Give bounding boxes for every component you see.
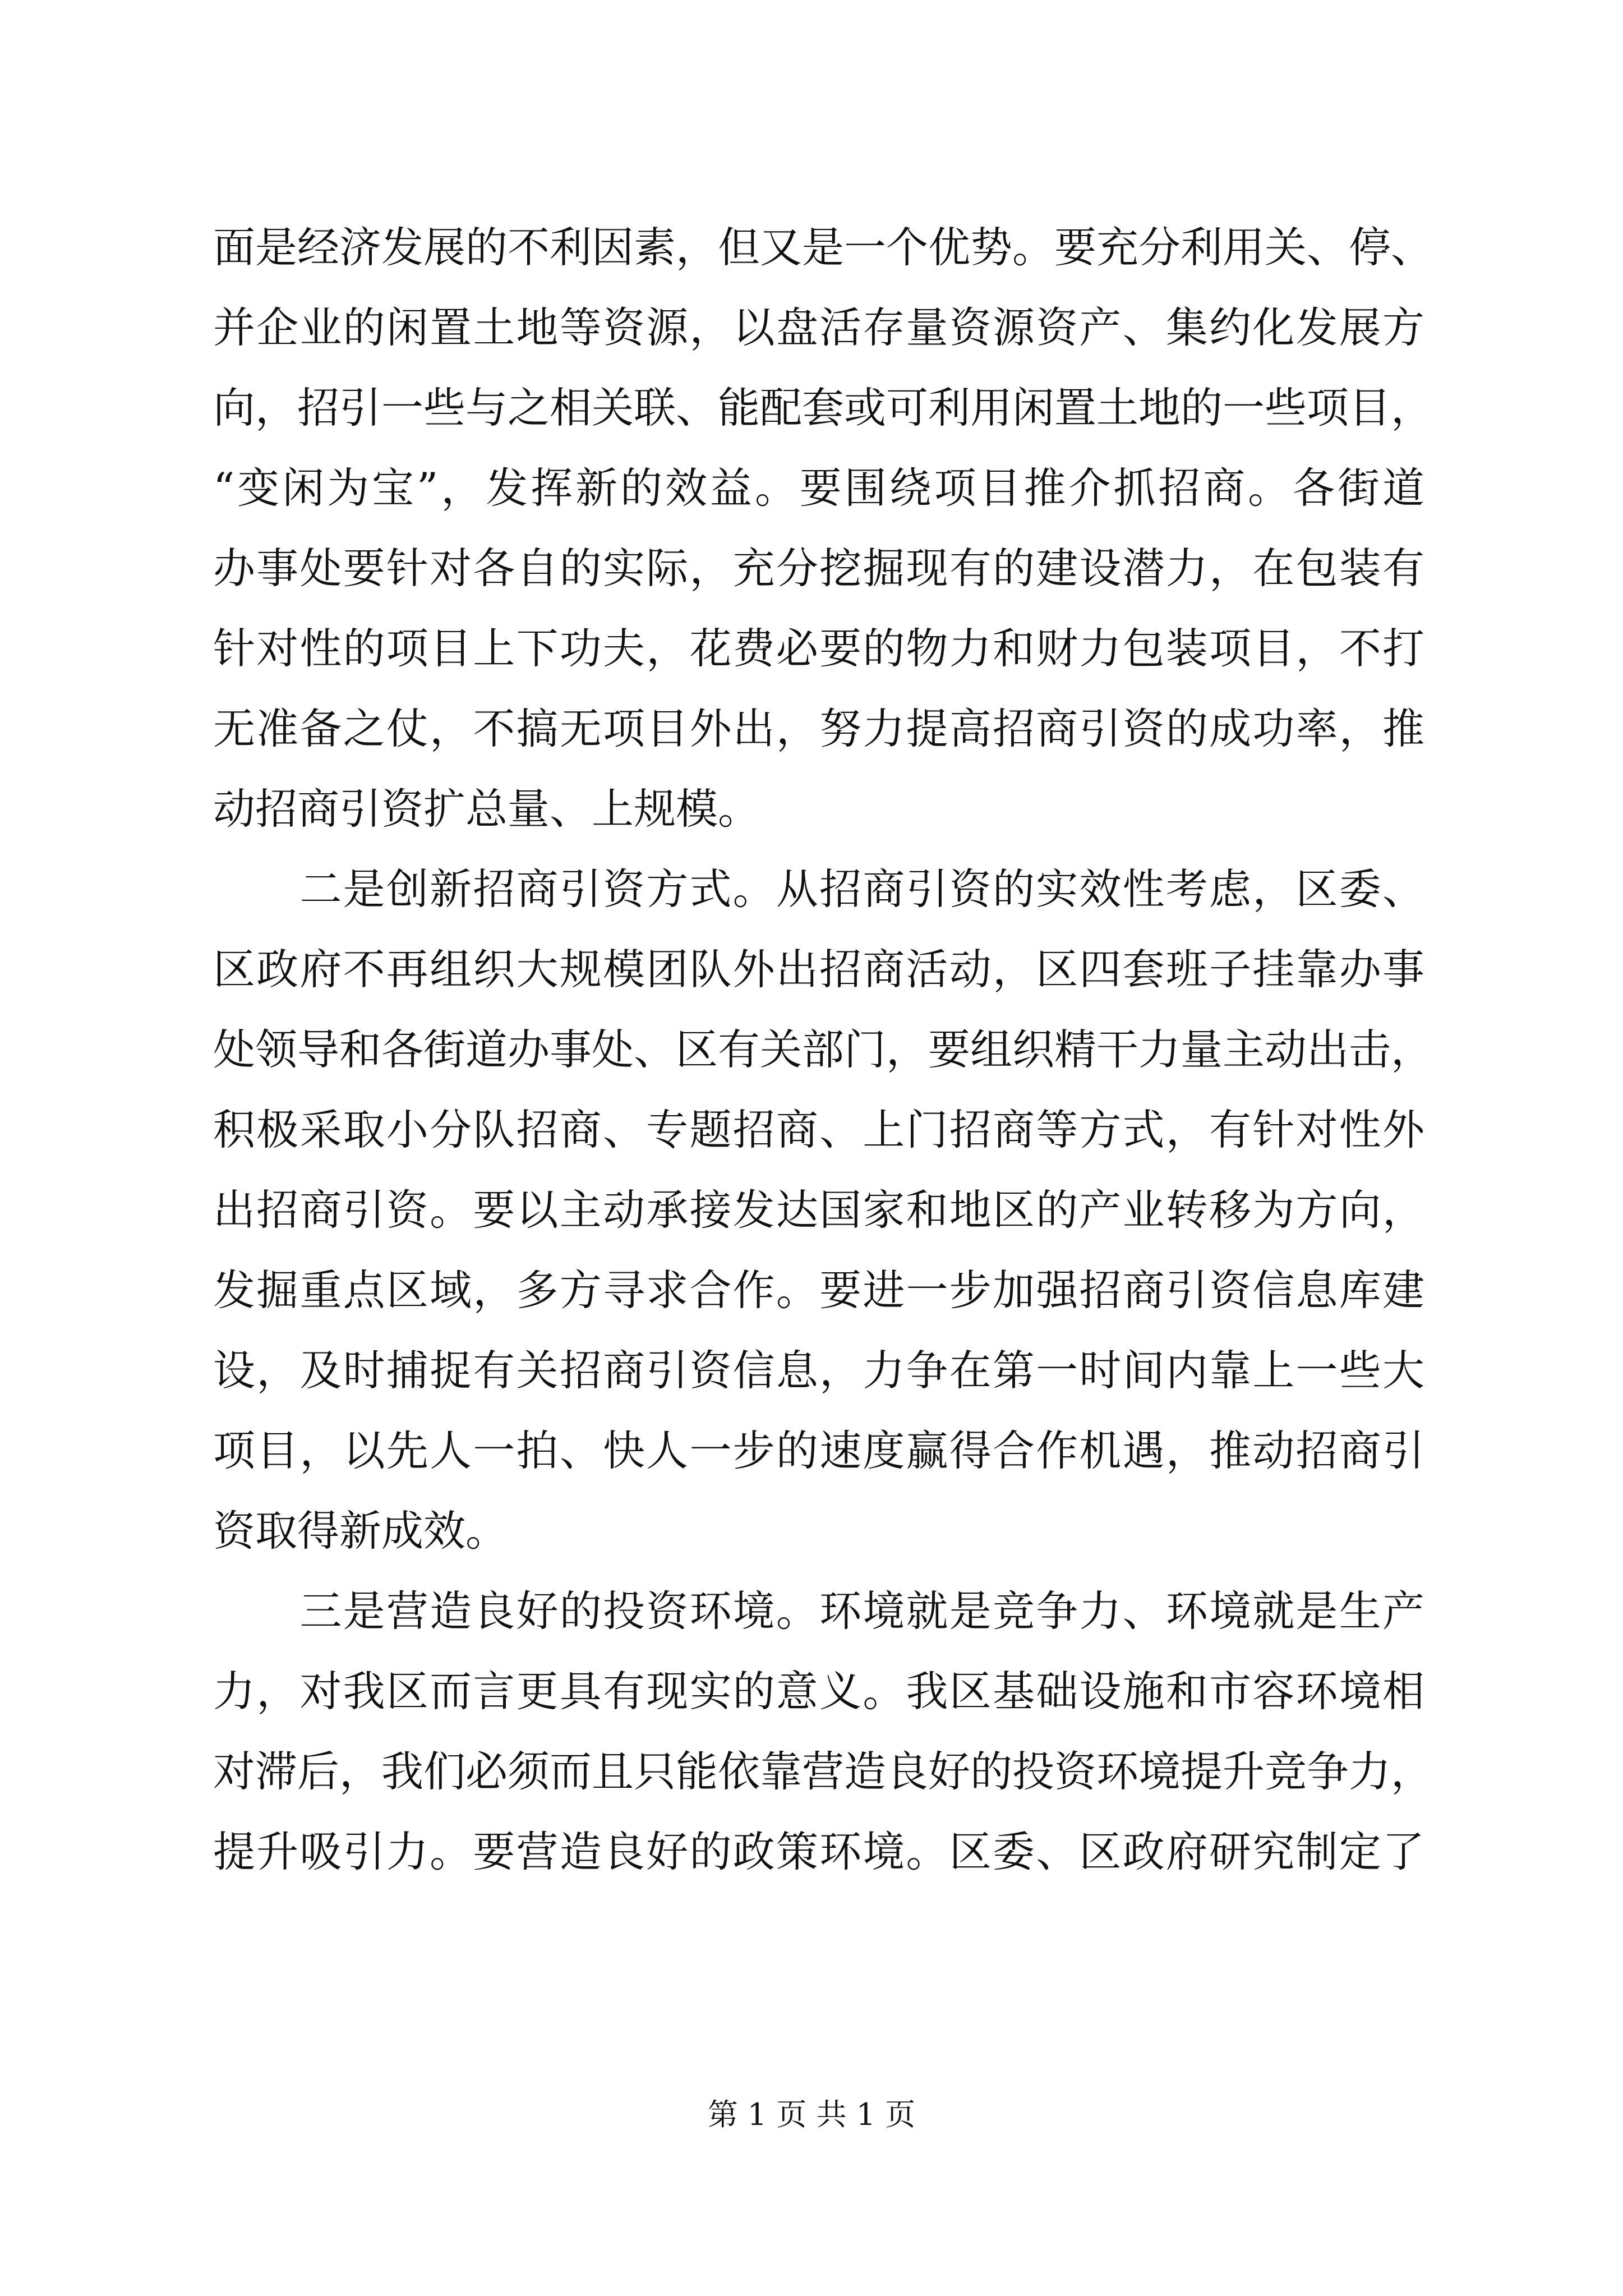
text-line: 发掘重点区域，多方寻求合作。要进一步加强招商引资信息库建 bbox=[213, 1266, 1424, 1315]
paragraph-start-line: 二是创新招商引资方式。从招商引资的实效性考虑，区委、 bbox=[213, 864, 1424, 914]
text-line: 针对性的项目上下功夫，花费必要的物力和财力包装项目，不打 bbox=[213, 624, 1424, 673]
text-line: 项目，以先人一拍、快人一步的速度赢得合作机遇，推动招商引 bbox=[213, 1426, 1424, 1475]
text-line: 积极采取小分队招商、专题招商、上门招商等方式，有针对性外 bbox=[213, 1105, 1424, 1154]
text-line: 处领导和各街道办事处、区有关部门，要组织精干力量主动出击， bbox=[213, 1025, 1433, 1074]
text-line: 设，及时捕捉有关招商引资信息，力争在第一时间内靠上一些大 bbox=[213, 1346, 1424, 1395]
body-text bbox=[213, 208, 1433, 1892]
text-line: 力，对我区而言更具有现实的意义。我区基础设施和市容环境相 bbox=[213, 1667, 1424, 1716]
text-line: 动招商引资扩总量、上规模。 bbox=[213, 784, 760, 834]
text-line: 出招商引资。要以主动承接发达国家和地区的产业转移为方向， bbox=[213, 1185, 1424, 1235]
text-line: 办事处要针对各自的实际，充分挖掘现有的建设潜力，在包装有 bbox=[213, 544, 1424, 593]
text-line: 对滞后，我们必须而且只能依靠营造良好的投资环境提升竞争力， bbox=[213, 1747, 1433, 1796]
text-line: 区政府不再组织大规模团队外出招商活动，区四套班子挂靠办事 bbox=[213, 945, 1424, 994]
text-line: 提升吸引力。要营造良好的政策环境。区委、区政府研究制定了 bbox=[213, 1827, 1424, 1876]
page-footer: 第 1 页 共 1 页 bbox=[707, 2097, 916, 2132]
text-line: “变闲为宝”，发挥新的效益。要围绕项目推介抓招商。各街道 bbox=[213, 463, 1424, 513]
text-line: 无准备之仗，不搞无项目外出，努力提高招商引资的成功率，推 bbox=[213, 704, 1424, 753]
text-line: 向，招引一些与之相关联、能配套或可利用闲置土地的一些项目， bbox=[213, 383, 1433, 432]
text-line: 面是经济发展的不利因素，但又是一个优势。要充分利用关、停、 bbox=[213, 223, 1433, 272]
paragraph-start-line: 三是营造良好的投资环境。环境就是竞争力、环境就是生产 bbox=[213, 1586, 1424, 1636]
text-line: 资取得新成效。 bbox=[213, 1506, 508, 1556]
text-line: 并企业的闲置土地等资源，以盘活存量资源资产、集约化发展方 bbox=[213, 303, 1424, 352]
